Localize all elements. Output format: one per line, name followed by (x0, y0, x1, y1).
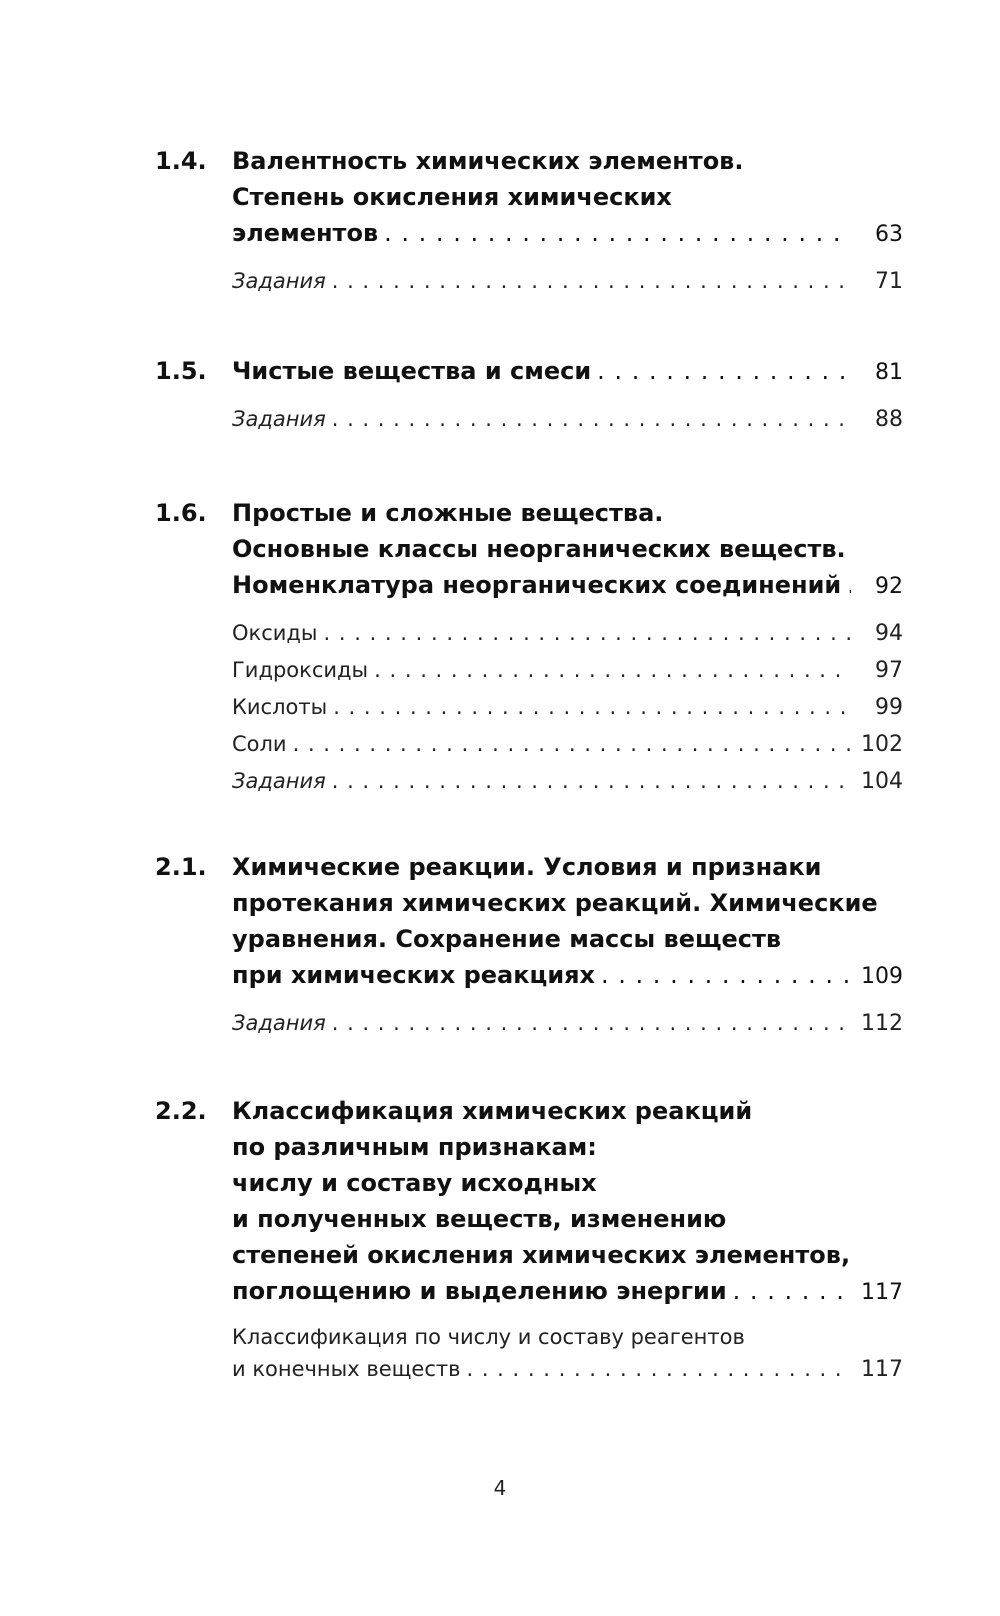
toc-entry[interactable] (232, 353, 903, 391)
page-ref: 97 (875, 658, 903, 683)
subentry-label: Оксиды (232, 621, 318, 645)
subentry-label: Гидроксиды (232, 658, 369, 682)
section-title-line: при химических реакциях (232, 961, 596, 989)
toc-section-1-6 (155, 495, 903, 800)
page-ref: 112 (861, 1011, 903, 1036)
dot-leader (597, 353, 851, 389)
section-title-line: протекания химических реакций. Химические (232, 889, 878, 917)
subentry-label: Кислоты (232, 695, 328, 719)
subentry-label: Задания (232, 1011, 326, 1035)
page-ref: 92 (875, 574, 903, 599)
subentry-label: Классификация по числу и составу реагентов (232, 1325, 745, 1349)
dot-leader (847, 567, 851, 603)
toc-subentry[interactable] (232, 1005, 903, 1042)
section-number: 2.1. (155, 853, 207, 881)
subentry-label: Задания (232, 269, 326, 293)
toc-subentry[interactable] (232, 726, 903, 763)
section-title-line: по различным признакам: (232, 1133, 597, 1161)
section-title-line: степеней окисления химических элементов, (232, 1241, 851, 1269)
toc-subentry[interactable] (232, 401, 903, 438)
toc-subentry[interactable] (232, 615, 903, 652)
page-ref: 109 (861, 964, 903, 989)
dot-leader (733, 1273, 851, 1309)
section-title-line: Химические реакции. Условия и признаки (232, 853, 822, 881)
toc-section-2-2 (155, 1093, 903, 1386)
dot-leader (332, 1005, 851, 1041)
toc-section-1-4 (155, 143, 903, 300)
page-number: 4 (493, 1476, 507, 1500)
section-title-line: Чистые вещества и смеси (232, 357, 592, 385)
toc-section-1-5 (155, 353, 903, 438)
section-title-line: Основные классы неорганических веществ. (232, 535, 846, 563)
subentry-label: Задания (232, 407, 326, 431)
dot-leader (384, 215, 851, 251)
page-ref: 94 (875, 621, 903, 646)
dot-leader (332, 763, 851, 799)
toc-subentry[interactable] (232, 263, 903, 300)
dot-leader (374, 652, 851, 688)
section-title-line: Степень окисления химических (232, 183, 672, 211)
section-title-line: поглощению и выделению энергии (232, 1277, 727, 1305)
subentry-label: Соли (232, 732, 287, 756)
dot-leader (466, 1353, 851, 1385)
section-title-line: уравнения. Сохранение массы веществ (232, 925, 782, 953)
toc-subentry[interactable] (232, 689, 903, 726)
section-number: 1.4. (155, 147, 207, 175)
page-ref: 104 (861, 769, 903, 794)
toc-subentry[interactable] (232, 1353, 903, 1386)
section-number: 1.5. (155, 357, 207, 385)
toc-entry[interactable] (232, 215, 903, 253)
dot-leader (332, 401, 851, 437)
dot-leader (332, 263, 851, 299)
section-title-line: числу и составу исходных (232, 1169, 597, 1197)
dot-leader (293, 726, 851, 762)
page-ref: 88 (875, 407, 903, 432)
dot-leader (324, 615, 851, 651)
page-ref: 117 (861, 1357, 903, 1382)
toc-section-2-1 (155, 849, 903, 1042)
page-ref: 99 (875, 695, 903, 720)
section-number: 1.6. (155, 499, 207, 527)
page-ref: 117 (861, 1280, 903, 1305)
toc-entry[interactable] (232, 957, 903, 995)
section-title-line: Простые и сложные вещества. (232, 499, 664, 527)
page-ref: 63 (875, 222, 903, 247)
section-title-line: элементов (232, 219, 379, 247)
toc-entry[interactable] (232, 567, 903, 605)
dot-leader (333, 689, 851, 725)
toc-subentry[interactable] (232, 652, 903, 689)
subentry-label: Задания (232, 769, 326, 793)
section-title-line: Валентность химических элементов. (232, 147, 744, 175)
section-title-line: Номенклатура неорганических соединений (232, 571, 842, 599)
toc-subentry[interactable] (232, 763, 903, 800)
section-title-line: и полученных веществ, изменению (232, 1205, 727, 1233)
toc-entry[interactable] (232, 1273, 903, 1311)
section-title-line: Классификация химических реакций (232, 1097, 753, 1125)
page-ref: 71 (875, 269, 903, 294)
page-ref: 102 (861, 732, 903, 757)
page-ref: 81 (875, 360, 903, 385)
dot-leader (601, 957, 851, 993)
subentry-label: и конечных веществ (232, 1357, 461, 1381)
section-number: 2.2. (155, 1097, 207, 1125)
